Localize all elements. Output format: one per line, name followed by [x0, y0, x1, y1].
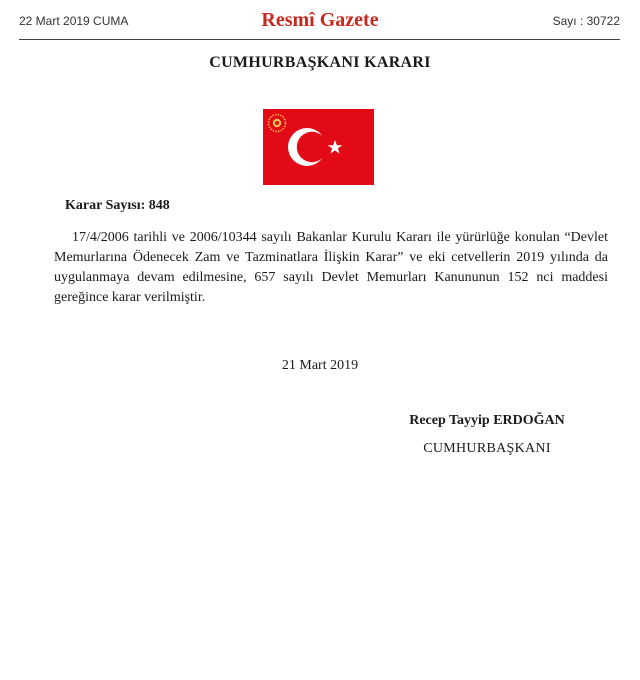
- document-title: CUMHURBAŞKANI KARARI: [209, 54, 431, 71]
- gazette-date: 22 Mart 2019 CUMA: [19, 14, 129, 28]
- gazette-title: Resmî Gazete: [261, 9, 379, 31]
- signing-date: 21 Mart 2019: [281, 358, 359, 373]
- header-divider: [19, 39, 620, 40]
- decision-number: 848: [148, 198, 170, 213]
- decision-body: 17/4/2006 tarihli ve 2006/10344 sayılı Bakanlar Kurulu Kararı ile yürürlüğe konulan “Devlet Memurlarına Ödenecek Zam ve Tazminatlara İlişkin Karar” ve eki cetvellerin 2019 yılında da uygulanmaya devam edilmesine, 657 sayılı Devlet Memurları Kanununun 152 nci maddesi gereğince karar verilmiştir.: [54, 230, 608, 305]
- decision-number-line: [65, 198, 170, 214]
- presidential-flag-icon: [263, 109, 374, 185]
- gazette-issue-number: Sayı : 30722: [552, 14, 620, 28]
- signatory-title: CUMHURBAŞKANI: [423, 441, 551, 456]
- decision-number-label: Karar Sayısı:: [65, 198, 146, 213]
- signatory-name: Recep Tayyip ERDOĞAN: [409, 413, 565, 428]
